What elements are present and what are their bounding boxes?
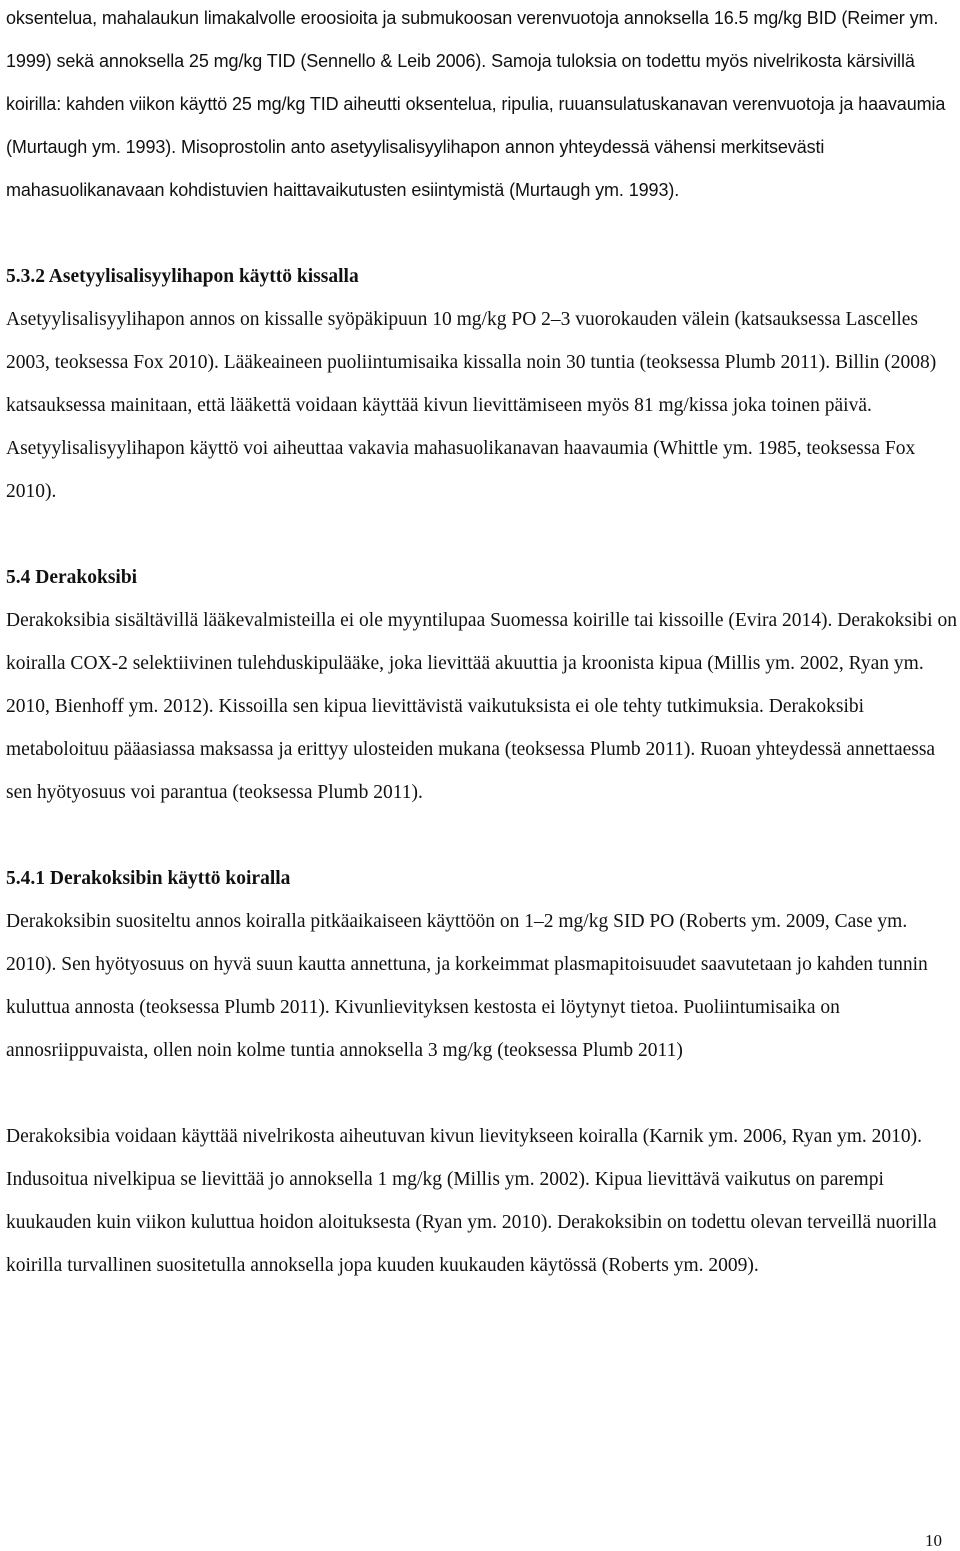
- section-heading-5-4-1: 5.4.1 Derakoksibin käyttö koiralla: [6, 868, 291, 889]
- paragraph-gap: [6, 212, 958, 255]
- paragraph-gap: [6, 814, 958, 857]
- document-page: [6, 0, 958, 1287]
- section-5-4-1-paragraph-1: Derakoksibin suositeltu annos koiralla pitkäaikaiseen käyttöön on 1–2 mg/kg SID PO (Roberts ym. 2009, Case ym. 2010). Sen hyötyosuus on hyvä suun kautta annettuna, ja korkeimmat plasmapitoisuudet saavutetaan jo kahden tunnin kuluttua annosta (teoksessa Plumb 2011). Kivunlievityksen kestosta ei löytynyt tietoa. Puoliintumisaika on annosriippuvaista, ollen noin kolme tuntia annoksella 3 mg/kg (teoksessa Plumb 2011): [6, 911, 928, 1061]
- section-5-4-1-paragraph-2: Derakoksibia voidaan käyttää nivelrikosta aiheutuvan kivun lievitykseen koiralla (Karnik ym. 2006, Ryan ym. 2010). Indusoitua nivelkipua se lievittää jo annoksella 1 mg/kg (Millis ym. 2002). Kipua lievittävä vaikutus on parempi kuukauden kuin viikon kuluttua hoidon aloituksesta (Ryan ym. 2010). Derakoksibin on todettu olevan terveillä nuorilla koirilla turvallinen suositetulla annoksella jopa kuuden kuukauden käytössä (Roberts ym. 2009).: [6, 1126, 937, 1276]
- section-heading-5-4: 5.4 Derakoksibi: [6, 567, 138, 588]
- paragraph-gap: [6, 1072, 958, 1115]
- paragraph-gap: [6, 513, 958, 556]
- page-number: 10: [925, 1531, 942, 1550]
- intro-paragraph: oksentelua, mahalaukun limakalvolle eroosioita ja submukoosan verenvuotoja annoksella 16.5 mg/kg BID (Reimer ym. 1999) sekä annoksella 25 mg/kg TID (Sennello & Leib 2006). Samoja tuloksia on todettu myös nivelrikosta kärsivillä koirilla: kahden viikon käyttö 25 mg/kg TID aiheutti oksentelua, ripulia, ruuansulatuskanavan verenvuotoja ja haavaumia (Murtaugh ym. 1993). Misoprostolin anto asetyylisalisyylihapon annon yhteydessä vähensi merkitsevästi mahasuolikanavaan kohdistuvien haittavaikutusten esiintymistä (Murtaugh ym. 1993).: [6, 8, 946, 200]
- section-heading-5-3-2: 5.3.2 Asetyylisalisyylihapon käyttö kissalla: [6, 266, 359, 287]
- section-5-4-paragraph: Derakoksibia sisältävillä lääkevalmisteilla ei ole myyntilupaa Suomessa koirille tai kissoille (Evira 2014). Derakoksibi on koiralla COX-2 selektiivinen tulehduskipulääke, joka lievittää akuuttia ja kroonista kipua (Millis ym. 2002, Ryan ym. 2010, Bienhoff ym. 2012). Kissoilla sen kipua lievittävistä vaikutuksista ei ole tehty tutkimuksia. Derakoksibi metaboloituu pääasiassa maksassa ja erittyy ulosteiden mukana (teoksessa Plumb 2011). Ruoan yhteydessä annettaessa sen hyötyosuus voi parantua (teoksessa Plumb 2011).: [6, 610, 957, 803]
- section-5-3-2-paragraph: Asetyylisalisyylihapon annos on kissalle syöpäkipuun 10 mg/kg PO 2–3 vuorokauden välein (katsauksessa Lascelles 2003, teoksessa Fox 2010). Lääkeaineen puoliintumisaika kissalla noin 30 tuntia (teoksessa Plumb 2011). Billin (2008) katsauksessa mainitaan, että lääkettä voidaan käyttää kivun lievittämiseen myös 81 mg/kissa joka toinen päivä. Asetyylisalisyylihapon käyttö voi aiheuttaa vakavia mahasuolikanavan haavaumia (Whittle ym. 1985, teoksessa Fox 2010).: [6, 309, 937, 502]
